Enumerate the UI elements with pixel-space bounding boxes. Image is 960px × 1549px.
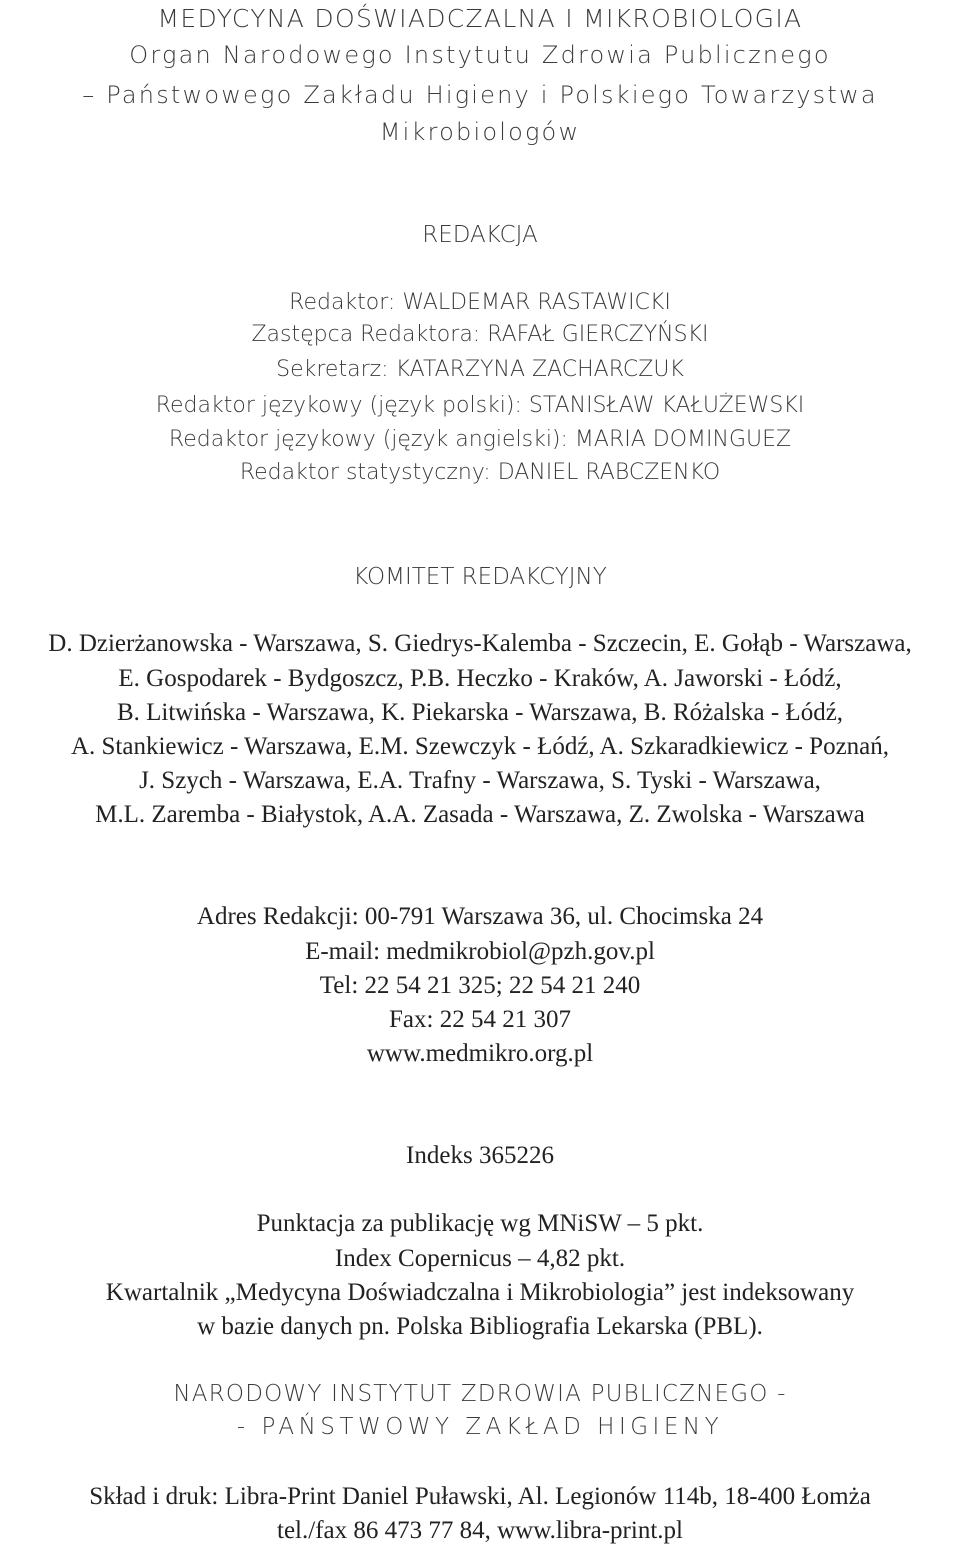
scoring-line: Kwartalnik „Medycyna Doświadczalna i Mikrobiologia” jest indeksowany (105, 1279, 855, 1306)
scoring-line: Punktacja za publikację wg MNiSW – 5 pkt. (256, 1210, 704, 1237)
committee-line: B. Litwińska - Warszawa, K. Piekarska - Warszawa, B. Różalska - Łódź, (116, 699, 844, 726)
editor-line: Redaktor językowy (język polski): STANISŁAW KAŁUŻEWSKI (155, 393, 805, 418)
committee-line: E. Gospodarek - Bydgoszcz, P.B. Heczko - Kraków, A. Jaworski - Łódź, (118, 665, 842, 692)
scoring-line: w bazie danych pn. Polska Bibliografia Lekarska (PBL). (197, 1313, 763, 1340)
committee-line: M.L. Zaremba - Białystok, A.A. Zasada - Warszawa, Z. Zwolska - Warszawa (95, 801, 865, 828)
committee-line: J. Szych - Warszawa, E.A. Trafny - Warszawa, S. Tyski - Warszawa, (139, 767, 821, 794)
fax: Fax: 22 54 21 307 (389, 1006, 571, 1033)
index-number: Indeks 365226 (406, 1142, 554, 1169)
editor-line: Sekretarz: KATARZYNA ZACHARCZUK (276, 357, 684, 382)
printer-line: Skład i druk: Libra-Print Daniel Puławski, Al. Legionów 114b, 18-400 Łomża (89, 1483, 871, 1510)
printer-line: tel./fax 86 473 77 84, www.libra-print.pl (277, 1517, 683, 1544)
organ-line: Mikrobiologów (379, 118, 581, 146)
organ-line: – Państwowego Zakładu Higieny i Polskiego Towarzystwa (82, 81, 878, 109)
committee-heading: KOMITET REDAKCYJNY (353, 564, 607, 590)
committee-line: A. Stankiewicz - Warszawa, E.M. Szewczyk - Łódź, A. Szkaradkiewicz - Poznań, (70, 733, 890, 760)
website: www.medmikro.org.pl (366, 1040, 594, 1067)
institute-line: - PAŃSTWOWY ZAKŁAD HIGIENY (236, 1414, 724, 1440)
address: Adres Redakcji: 00-791 Warszawa 36, ul. Chocimska 24 (196, 903, 764, 930)
journal-title: MEDYCYNA DOŚWIADCZALNA I MIKROBIOLOGIA (157, 4, 803, 33)
editor-line: Redaktor językowy (język angielski): MARIA DOMINGUEZ (168, 427, 792, 452)
email: E-mail: medmikrobiol@pzh.gov.pl (305, 938, 655, 965)
editor-line: Zastępca Redaktora: RAFAŁ GIERCZYŃSKI (251, 322, 709, 347)
telephone: Tel: 22 54 21 325; 22 54 21 240 (319, 972, 641, 999)
editor-line: Redaktor: WALDEMAR RASTAWICKI (289, 290, 671, 315)
institute-line: NARODOWY INSTYTUT ZDROWIA PUBLICZNEGO - (173, 1381, 787, 1407)
editor-line: Redaktor statystyczny: DANIEL RABCZENKO (239, 460, 721, 485)
editorial-heading: REDAKCJA (422, 222, 538, 248)
committee-line: D. Dzierżanowska - Warszawa, S. Giedrys-Kalemba - Szczecin, E. Gołąb - Warszawa, (48, 630, 912, 657)
organ-line: Organ Narodowego Instytutu Zdrowia Publicznego (129, 41, 831, 69)
scoring-line: Index Copernicus – 4,82 pkt. (334, 1245, 626, 1272)
